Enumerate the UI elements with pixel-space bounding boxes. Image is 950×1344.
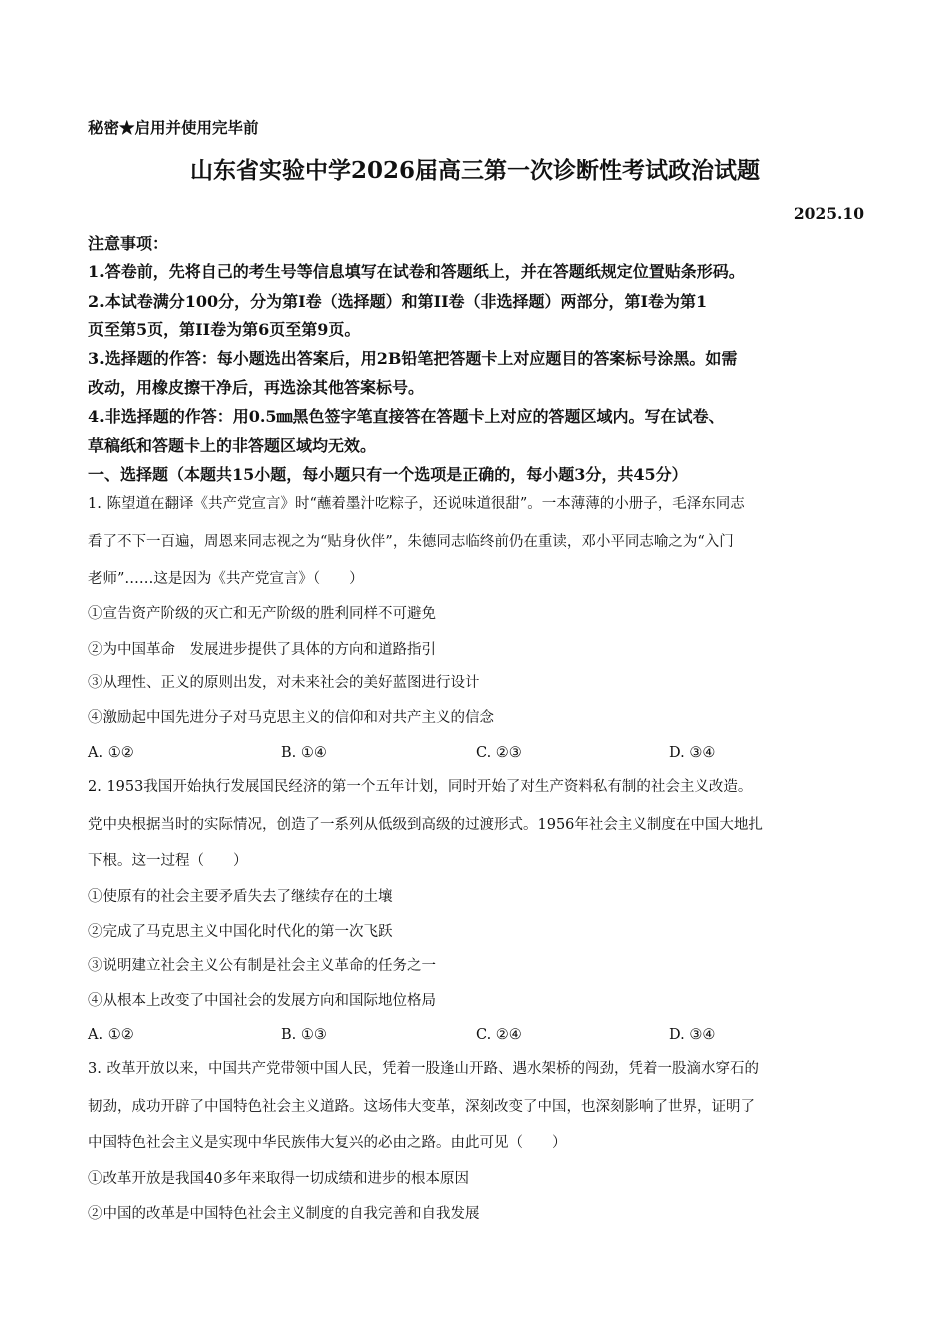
option-b: B. ①④ xyxy=(281,745,327,761)
q2-stem-line: 2. 1953我国开始执行发展国民经济的第一个五年计划，同时开始了对生产资料私有制的社会主义改造。 xyxy=(88,779,753,795)
q2-item: ①使原有的社会主要矛盾失去了继续存在的土壤 xyxy=(88,889,393,905)
notice-line: 3.选择题的作答：每小题选出答案后，用2B铅笔把答题卡上对应题目的答案标号涂黑。如需 xyxy=(88,349,738,368)
notice-line: 页至第5页，第II卷为第6页至第9页。 xyxy=(88,320,361,339)
option-a: A. ①② xyxy=(88,745,134,761)
confidential-label: 秘密★启用并使用完毕前 xyxy=(88,118,259,137)
q3-stem-line: 韧劲，成功开辟了中国特色社会主义道路。这场伟大变革，深刻改变了中国，也深刻影响了世界，证明了 xyxy=(88,1099,755,1115)
q2-stem-line: 党中央根据当时的实际情况，创造了一系列从低级到高级的过渡形式。1956年社会主义制度在中国大地扎 xyxy=(88,817,763,833)
q1-stem-line: 老师”……这是因为《共产党宣言》（ ） xyxy=(88,571,364,587)
option-b: B. ①③ xyxy=(281,1027,327,1043)
q2-item: ④从根本上改变了中国社会的发展方向和国际地位格局 xyxy=(88,993,436,1009)
q1-stem-line: 1. 陈望道在翻译《共产党宣言》时“蘸着墨汁吃粽子，还说味道很甜”。一本薄薄的小册子，毛泽东同志 xyxy=(88,496,745,512)
option-c: C. ②④ xyxy=(476,1027,522,1043)
option-c: C. ②③ xyxy=(476,745,522,761)
notice-line: 改动，用橡皮擦干净后，再选涂其他答案标号。 xyxy=(88,378,425,397)
q1-item: ③从理性、正义的原则出发，对未来社会的美好蓝图进行设计 xyxy=(88,675,480,691)
section-heading: 一、选择题（本题共15小题，每小题只有一个选项是正确的，每小题3分，共45分） xyxy=(88,465,688,484)
option-d: D. ③④ xyxy=(669,745,716,761)
q1-item: ①宣告资产阶级的灭亡和无产阶级的胜利同样不可避免 xyxy=(88,606,436,622)
q1-item: ②为中国革命 发展进步提供了具体的方向和道路指引 xyxy=(88,642,436,658)
option-a: A. ①② xyxy=(88,1027,134,1043)
option-d: D. ③④ xyxy=(669,1027,716,1043)
exam-title: 山东省实验中学2026届高三第一次诊断性考试政治试题 xyxy=(189,157,760,184)
notice-line: 1.答卷前，先将自己的考生号等信息填写在试卷和答题纸上，并在答题纸规定位置贴条形码。 xyxy=(88,262,745,281)
q2-stem-line: 下根。这一过程（ ） xyxy=(88,853,248,869)
q2-item: ②完成了马克思主义中国化时代化的第一次飞跃 xyxy=(88,924,393,940)
q3-stem-line: 3. 改革开放以来，中国共产党带领中国人民，凭着一股逢山开路、遇水架桥的闯劲，凭着一股滴水穿石的 xyxy=(88,1061,759,1077)
notice-line: 草稿纸和答题卡上的非答题区域均无效。 xyxy=(88,436,377,455)
q3-item: ①改革开放是我国40多年来取得一切成绩和进步的根本原因 xyxy=(88,1171,469,1187)
q1-item: ④激励起中国先进分子对马克思主义的信仰和对共产主义的信念 xyxy=(88,710,494,726)
q1-stem-line: 看了不下一百遍，周恩来同志视之为“贴身伙伴”，朱德同志临终前仍在重读，邓小平同志喻之为“入门 xyxy=(88,534,734,550)
exam-date: 2025.10 xyxy=(793,204,864,223)
notice-line: 4.非选择题的作答：用0.5㎜黑色签字笔直接答在答题卡上对应的答题区域内。写在试卷、 xyxy=(88,407,725,426)
q2-item: ③说明建立社会主义公有制是社会主义革命的任务之一 xyxy=(88,958,436,974)
notice-line: 2.本试卷满分100分，分为第Ⅰ卷（选择题）和第II卷（非选择题）两部分，第Ⅰ卷为第1 xyxy=(88,292,708,311)
notice-heading: 注意事项： xyxy=(88,234,169,253)
q3-item: ②中国的改革是中国特色社会主义制度的自我完善和自我发展 xyxy=(88,1206,480,1222)
q3-stem-line: 中国特色社会主义是实现中华民族伟大复兴的必由之路。由此可见（ ） xyxy=(88,1135,567,1151)
